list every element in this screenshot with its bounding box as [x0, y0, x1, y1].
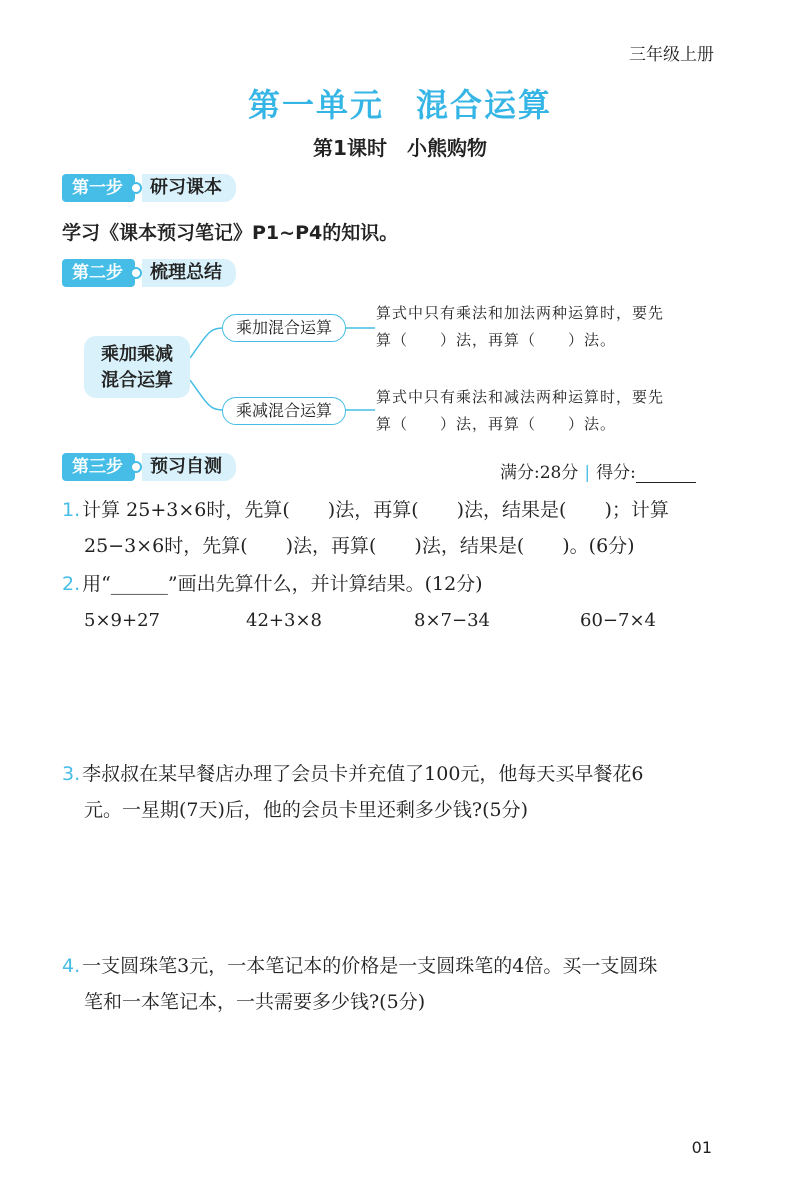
question-2-number: 2.	[62, 573, 81, 595]
branch-multiply-subtract: 乘减混合运算	[222, 397, 346, 425]
branch-multiply-add: 乘加混合运算	[222, 314, 346, 342]
question-4-number: 4.	[62, 955, 81, 977]
step-1-label: 研习课本	[142, 174, 236, 202]
unit-title	[0, 80, 800, 126]
step-3-dot	[130, 461, 142, 473]
expression-4: 60−7×4	[580, 610, 656, 631]
step-2-tag: 第二步	[62, 259, 135, 287]
step-1-header	[62, 173, 236, 203]
full-score: 满分:28分	[500, 463, 579, 483]
question-2	[62, 566, 483, 602]
expression-2: 42+3×8	[246, 610, 322, 631]
study-instruction: 学习《课本预习笔记》P1~P4的知识。	[62, 222, 399, 244]
question-1	[62, 492, 669, 564]
step-3-header	[62, 452, 236, 482]
score-line	[500, 458, 696, 483]
lesson-title	[0, 132, 800, 161]
question-1-line1: 计算 25+3×6时，先算( )法，再算( )法，结果是( )；计算	[82, 499, 669, 521]
score-separator: |	[584, 463, 591, 483]
lesson-name: 小熊购物	[406, 136, 487, 160]
rule-multiply-subtract	[376, 384, 664, 438]
expression-3: 8×7−34	[414, 610, 490, 631]
rule-2-line2: 算（ ）法，再算（ ）法。	[376, 415, 617, 433]
step-1-dot	[130, 182, 142, 194]
unit-label: 第一单元	[247, 86, 384, 124]
mindmap-center	[84, 336, 190, 398]
mindmap-center-line1: 乘加乘减	[101, 344, 173, 365]
question-3-number: 3.	[62, 763, 81, 785]
unit-name: 混合运算	[416, 86, 553, 124]
expression-1: 5×9+27	[84, 610, 160, 631]
question-4-line1: 一支圆珠笔3元，一本笔记本的价格是一支圆珠笔的4倍。买一支圆珠	[82, 955, 658, 977]
lesson-label: 第1课时	[313, 136, 387, 160]
rule-1-line2: 算（ ）法，再算（ ）法。	[376, 331, 617, 349]
question-4	[62, 948, 657, 1020]
rule-multiply-add	[376, 300, 664, 354]
question-3-line2: 元。一星期(7天)后，他的会员卡里还剩多少钱?(5分)	[84, 799, 529, 821]
score-label: 得分:	[596, 463, 636, 483]
rule-2-line1: 算式中只有乘法和减法两种运算时，要先	[376, 388, 665, 406]
grade-label: 三年级上册	[629, 45, 714, 65]
rule-1-line1: 算式中只有乘法和加法两种运算时，要先	[376, 304, 665, 322]
question-4-line2: 笔和一本笔记本，一共需要多少钱?(5分)	[84, 991, 426, 1013]
question-1-line2: 25−3×6时，先算( )法，再算( )法，结果是( )。(6分)	[84, 535, 635, 557]
page-number: 01	[691, 1138, 712, 1157]
question-2-line1: 用“______”画出先算什么，并计算结果。(12分)	[82, 573, 483, 595]
question-3-line1: 李叔叔在某早餐店办理了会员卡并充值了100元，他每天买早餐花6	[82, 763, 644, 785]
step-1-tag: 第一步	[62, 174, 135, 202]
step-3-tag: 第三步	[62, 453, 135, 481]
step-3-label: 预习自测	[142, 453, 236, 481]
mindmap-center-line2: 混合运算	[101, 370, 173, 391]
step-2-label: 梳理总结	[142, 259, 236, 287]
question-1-number: 1.	[62, 499, 81, 521]
question-3	[62, 756, 644, 828]
step-2-header	[62, 258, 236, 288]
step-2-dot	[130, 267, 142, 279]
score-blank[interactable]	[636, 464, 696, 483]
